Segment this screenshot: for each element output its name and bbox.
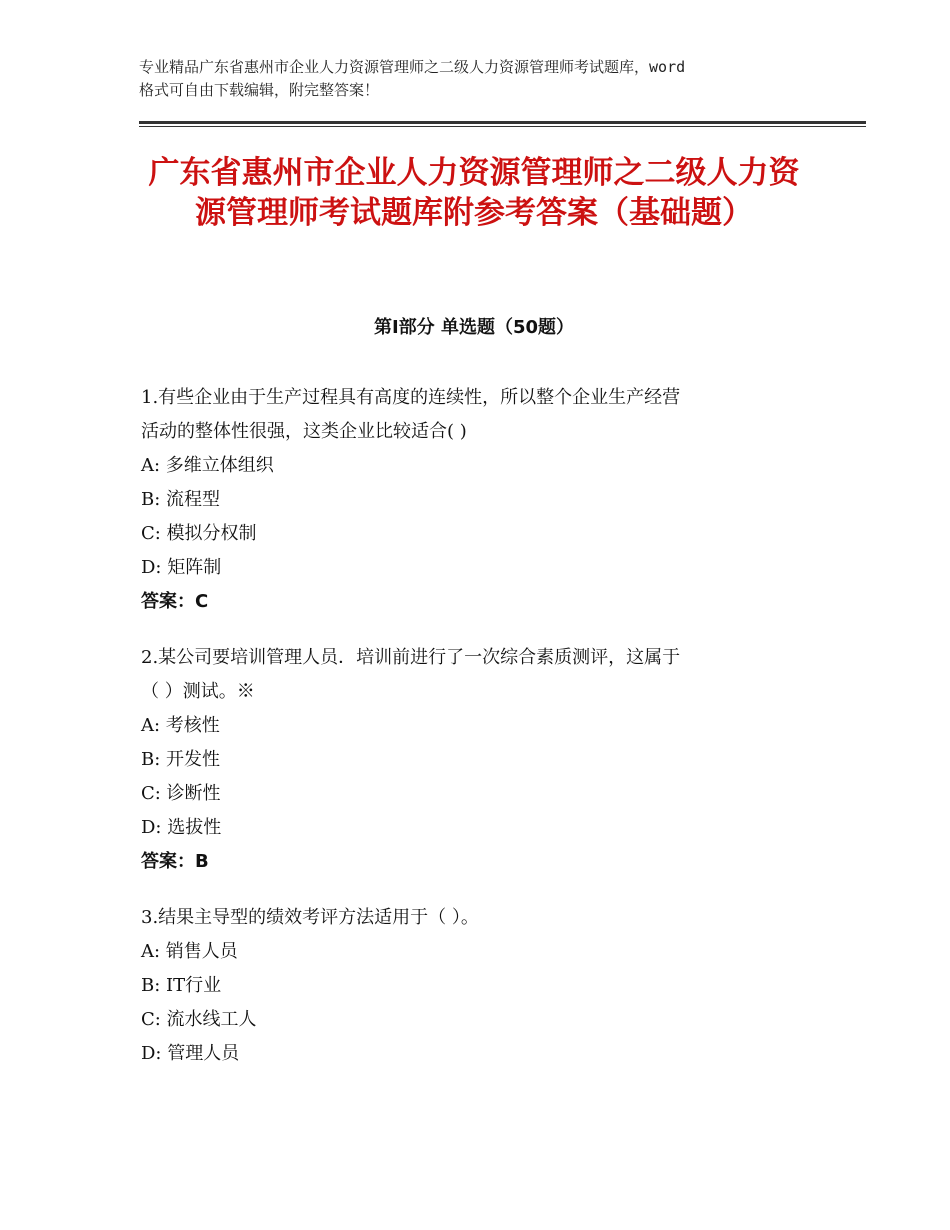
option-b: B: 开发性 bbox=[141, 749, 221, 770]
header-note-line-1: 专业精品广东省惠州市企业人力资源管理师之二级人力资源管理师考试题库，word bbox=[139, 58, 686, 76]
question-1 bbox=[141, 381, 821, 619]
option-b: B: IT行业 bbox=[141, 975, 222, 996]
document-title: 广东省惠州市企业人力资源管理师之二级人力资源管理师考试题库附参考答案（基础题） bbox=[148, 155, 800, 231]
question-stem-line: 2.某公司要培训管理人员．培训前进行了一次综合素质测评，这属于 bbox=[141, 647, 681, 668]
option-a: A: 销售人员 bbox=[141, 941, 238, 962]
section-heading: 第Ⅰ部分 单选题（50题） bbox=[373, 317, 574, 338]
option-c: C: 流水线工人 bbox=[141, 1009, 257, 1030]
answer-line: 答案：C bbox=[141, 591, 209, 612]
option-d: D: 管理人员 bbox=[141, 1043, 240, 1064]
question-stem bbox=[141, 641, 821, 709]
question-stem-line: 3.结果主导型的绩效考评方法适用于（ ）。 bbox=[141, 907, 479, 928]
question-stem-line: 1.有些企业由于生产过程具有高度的连续性，所以整个企业生产经营 bbox=[141, 387, 681, 408]
header-note-line-2: 格式可自由下载编辑，附完整答案！ bbox=[139, 81, 380, 99]
option-a: A: 多维立体组织 bbox=[141, 455, 274, 476]
header-note bbox=[139, 56, 829, 102]
header-divider-thin bbox=[139, 126, 866, 127]
question-list bbox=[141, 381, 821, 1093]
question-stem-line: （ ）测试。※ bbox=[141, 681, 255, 702]
option-d: D: 矩阵制 bbox=[141, 557, 222, 578]
question-3 bbox=[141, 901, 821, 1071]
question-stem-line: 活动的整体性很强，这类企业比较适合( ) bbox=[141, 421, 467, 442]
question-stem bbox=[141, 381, 821, 449]
option-a: A: 考核性 bbox=[141, 715, 220, 736]
header-divider-thick bbox=[139, 121, 866, 124]
question-stem bbox=[141, 901, 821, 935]
option-d: D: 选拔性 bbox=[141, 817, 222, 838]
answer-line: 答案：B bbox=[141, 851, 209, 872]
option-c: C: 诊断性 bbox=[141, 783, 221, 804]
question-2 bbox=[141, 641, 821, 879]
option-c: C: 模拟分权制 bbox=[141, 523, 257, 544]
option-b: B: 流程型 bbox=[141, 489, 221, 510]
